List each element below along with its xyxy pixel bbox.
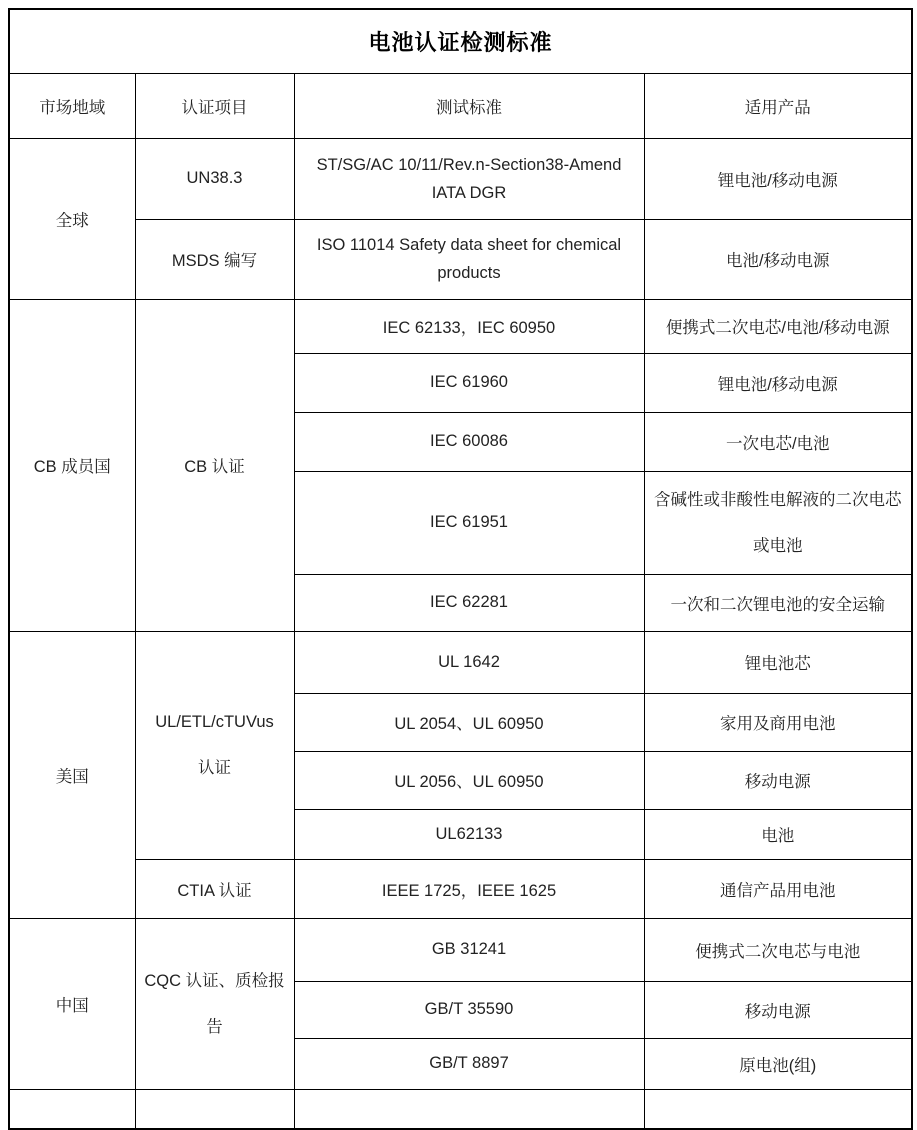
table-row (9, 918, 912, 981)
cell-standard: GB/T 35590 (294, 981, 644, 1038)
battery-cert-table (8, 8, 913, 1130)
cell-standard: UL 2056、UL 60950 (294, 751, 644, 809)
standard-line: ISO 11014 Safety data sheet for chemical (316, 236, 622, 254)
cell-standard: UL 2054、UL 60950 (294, 693, 644, 751)
cert-line: UL/ETL/cTUVus (155, 713, 274, 731)
cell-standard: GB 31241 (294, 918, 644, 981)
cell-cert-msds: MSDS 编写 (135, 219, 294, 299)
cell-empty (135, 1089, 294, 1129)
standard-line: products (437, 264, 501, 282)
cell-standard: IEEE 1725，IEEE 1625 (294, 859, 644, 918)
cell-product: 一次和二次锂电池的安全运输 (644, 574, 912, 631)
cell-product (644, 471, 912, 574)
table-row (9, 299, 912, 353)
table-row-partial (9, 1089, 912, 1129)
cell-standard: IEC 61951 (294, 471, 644, 574)
standard-line: IATA DGR (431, 183, 507, 202)
cell-product: 家用及商用电池 (644, 693, 912, 751)
page-title: 电池认证检测标准 (9, 9, 912, 73)
cell-standard: IEC 60086 (294, 412, 644, 471)
cell-standard: UL62133 (294, 809, 644, 859)
cell-standard-msds (294, 219, 644, 299)
cell-standard: UL 1642 (294, 631, 644, 693)
cell-cert-cqc (135, 918, 294, 1089)
table-row (9, 219, 912, 299)
cell-standard: IEC 61960 (294, 353, 644, 412)
cell-region-usa: 美国 (9, 631, 135, 918)
cell-region-cb: CB 成员国 (9, 299, 135, 631)
header-standard: 测试标准 (294, 73, 644, 138)
standard-line: ST/SG/AC 10/11/Rev.n-Section38-Amend (316, 155, 622, 174)
table-row (9, 859, 912, 918)
cell-standard-un383 (294, 138, 644, 219)
cell-empty (294, 1089, 644, 1129)
header-product: 适用产品 (644, 73, 912, 138)
cell-product: 锂电池芯 (644, 631, 912, 693)
cell-cert-un383: UN38.3 (135, 138, 294, 219)
table-row (9, 73, 912, 138)
cell-empty (644, 1089, 912, 1129)
cell-cert-ctia: CTIA 认证 (135, 859, 294, 918)
cert-line: CQC 认证、质检报 (144, 971, 285, 990)
header-cert: 认证项目 (135, 73, 294, 138)
cell-product-msds: 电池/移动电源 (644, 219, 912, 299)
table-row (9, 631, 912, 693)
table-row (9, 138, 912, 219)
cell-region-global: 全球 (9, 138, 135, 299)
cell-empty (9, 1089, 135, 1129)
cell-product: 通信产品用电池 (644, 859, 912, 918)
cell-product: 锂电池/移动电源 (644, 353, 912, 412)
cell-product: 便携式二次电芯/电池/移动电源 (644, 299, 912, 353)
cell-standard: IEC 62281 (294, 574, 644, 631)
cell-product: 移动电源 (644, 981, 912, 1038)
cell-product: 便携式二次电芯与电池 (644, 918, 912, 981)
cell-product: 一次电芯/电池 (644, 412, 912, 471)
cell-product: 电池 (644, 809, 912, 859)
cell-product-un383: 锂电池/移动电源 (644, 138, 912, 219)
cell-standard: IEC 62133，IEC 60950 (294, 299, 644, 353)
cell-region-china: 中国 (9, 918, 135, 1089)
table-row (9, 9, 912, 73)
cell-cert-cb: CB 认证 (135, 299, 294, 631)
product-line: 或电池 (753, 536, 803, 555)
product-line: 含碱性或非酸性电解液的二次电芯 (654, 490, 902, 509)
header-region: 市场地域 (9, 73, 135, 138)
cert-line: 告 (206, 1017, 223, 1036)
cell-cert-ul-etl (135, 631, 294, 859)
cert-line: 认证 (198, 759, 231, 777)
cell-standard: GB/T 8897 (294, 1038, 644, 1089)
cell-product: 移动电源 (644, 751, 912, 809)
cell-product: 原电池(组) (644, 1038, 912, 1089)
